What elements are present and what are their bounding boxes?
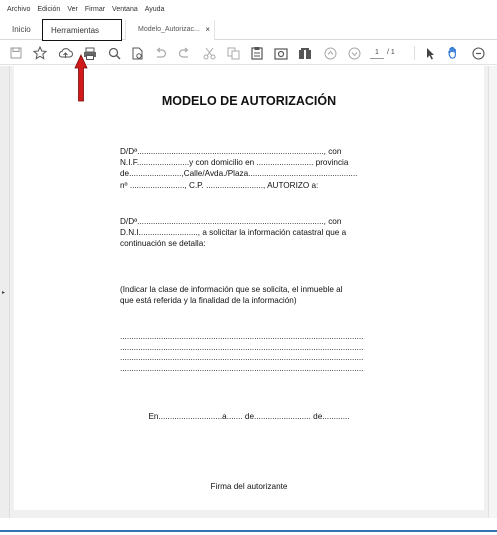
menu-item-edicion[interactable]: Edición <box>37 6 61 13</box>
text-line: que está referida y la finalidad de la información) <box>120 296 297 306</box>
menu-item-firmar[interactable]: Firmar <box>84 6 106 13</box>
status-bar <box>0 518 497 535</box>
text-line: nº ........................, C.P. ........................., AUTORIZO a: <box>120 180 319 190</box>
save-icon[interactable] <box>8 45 24 61</box>
menu-item-ayuda[interactable]: Ayuda <box>144 6 165 13</box>
crop-icon[interactable] <box>225 45 241 61</box>
page-number-input[interactable]: 1 <box>370 46 384 59</box>
text-line: continuación se detalla: <box>120 239 206 249</box>
document-title: MODELO DE AUTORIZACIÓN <box>161 94 337 108</box>
toolbar-separator <box>414 46 415 60</box>
tab-document-label: Modelo_Autorizac... <box>138 26 200 33</box>
dotted-line: ........................................................................................................... <box>120 353 364 362</box>
text-line: D/Dª.................................................................................., con <box>120 147 342 156</box>
text-line: D.N.I.........................., a solicitar la información catastral que a <box>120 228 347 238</box>
page-down-icon[interactable] <box>346 45 362 61</box>
left-pane-toggle[interactable] <box>0 66 10 518</box>
bookmark-star-icon[interactable] <box>32 45 48 61</box>
compare-icon[interactable] <box>297 45 313 61</box>
undo-icon[interactable] <box>152 45 168 61</box>
scissors-icon[interactable] <box>201 45 217 61</box>
zoom-search-icon[interactable] <box>106 45 122 61</box>
menu-item-ver[interactable]: Ver <box>67 6 78 13</box>
text-line: de.......................,Calle/Avda./Plaza................................................ <box>120 169 358 179</box>
right-pane-edge <box>488 66 497 518</box>
pdf-page <box>14 66 484 510</box>
tab-herramientas[interactable]: Herramientas <box>42 19 122 41</box>
paragraph-authorized <box>120 216 406 250</box>
page-up-icon[interactable] <box>322 45 338 61</box>
hand-tool-icon[interactable] <box>446 45 462 61</box>
menu-item-ventana[interactable]: Ventana <box>112 6 138 13</box>
clipboard-icon[interactable] <box>249 45 265 61</box>
zoom-out-icon[interactable] <box>470 45 486 61</box>
close-icon[interactable]: × <box>205 25 210 34</box>
tab-bar <box>0 20 497 40</box>
text-line: N.I.F.......................y con domicilio en ......................... provincia <box>120 158 349 168</box>
dotted-line: ........................................................................................................... <box>120 332 364 341</box>
menu-item-archivo[interactable]: Archivo <box>7 6 31 13</box>
tab-inicio[interactable]: Inicio <box>12 25 31 34</box>
menu-bar <box>0 0 497 20</box>
annotation-arrow-icon <box>74 54 88 102</box>
cloud-upload-icon[interactable] <box>57 45 73 61</box>
tab-document[interactable] <box>125 20 215 40</box>
dotted-lines-block <box>120 332 406 374</box>
dotted-line: ........................................................................................................... <box>120 363 364 373</box>
date-line: En............................a....... de......................... de............ <box>148 412 350 421</box>
signature-label: Firma del autorizante <box>210 482 288 491</box>
camera-icon[interactable] <box>273 45 289 61</box>
select-arrow-icon[interactable] <box>422 45 438 61</box>
paragraph-instructions <box>120 284 406 306</box>
text-line: D/Dª.................................................................................., con <box>120 217 342 226</box>
paragraph-authorizer <box>120 146 406 191</box>
status-bar-accent <box>0 530 497 532</box>
dotted-line: ........................................................................................................... <box>120 342 364 352</box>
page-total-label: / 1 <box>387 49 395 56</box>
redo-icon[interactable] <box>176 45 192 61</box>
stamp-icon[interactable] <box>129 45 145 61</box>
expand-arrow-icon[interactable]: ▸ <box>2 290 6 296</box>
text-line: (Indicar la clase de información que se solicita, el inmueble al <box>120 285 343 294</box>
